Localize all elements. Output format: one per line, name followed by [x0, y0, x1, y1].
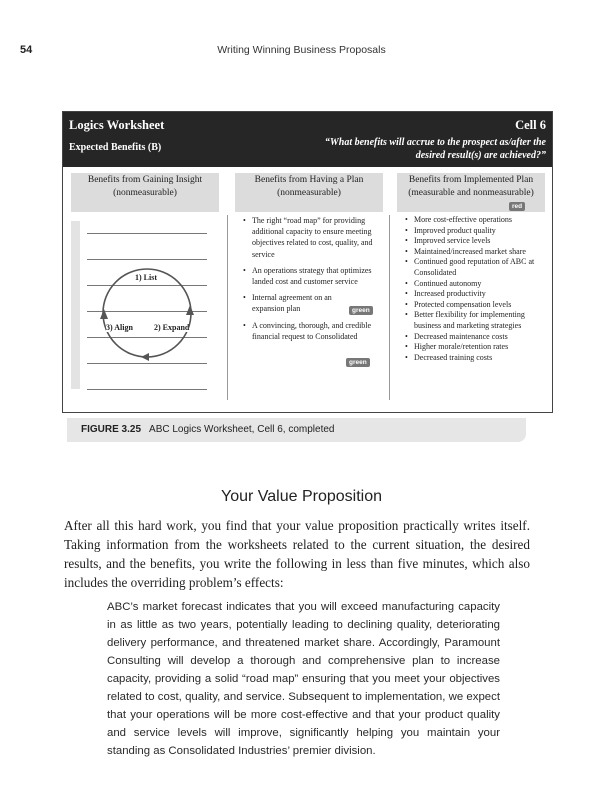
col-header-insight: Benefits from Gaining Insight (nonmeasurable) [71, 173, 219, 212]
worksheet-cell: Cell 6 [515, 118, 546, 132]
column-stripe [71, 221, 80, 389]
list-item: • A convincing, thorough, and credible financial request to Consolidated [243, 320, 383, 342]
insight-column [63, 215, 227, 400]
list-item: • Continued good reputation of ABC at Consolidated [405, 257, 547, 278]
figure-label: FIGURE 3.25 [81, 424, 142, 435]
cycle-arrow-icon [141, 353, 149, 361]
worksheet-header [63, 112, 552, 167]
green-tag: green [346, 358, 370, 367]
figure-caption-text: ABC Logics Worksheet, Cell 6, completed [149, 424, 335, 435]
worksheet-subtitle: Expected Benefits (B) [69, 142, 162, 153]
list-item: • Protected compensation levels [405, 300, 547, 311]
list-item: • Higher morale/retention rates [405, 342, 547, 353]
column-divider [227, 215, 228, 400]
implemented-column [405, 215, 547, 400]
list-item: • More cost-effective operations [405, 215, 547, 226]
body-paragraph: After all this hard work, you find that your value proposition practically writes itself. Taking information from the worksheets related to the current situation, the desired results, and the benefits, you write the following in less than five minutes, which also includes the overriding problem’s effects: [64, 518, 530, 590]
running-head: Writing Winning Business Proposals [217, 44, 386, 56]
list-item: • Decreased maintenance costs [405, 332, 547, 343]
cycle-arrow-icon [100, 309, 108, 319]
worksheet-question: “What benefits will accrue to the prospect as/after the desired result(s) are achieved?” [324, 137, 546, 161]
list-item: • Better flexibility for implementing business and marketing strategies [405, 310, 547, 331]
list-item: • Improved service levels [405, 236, 547, 247]
page-number: 54 [20, 44, 33, 56]
value-proposition-quote: ABC’s market forecast indicates that you will exceed manufacturing capacity in as little as two years, potentially leading to declining quality, deteriorating delivery performance, and threatened market share. Accordingly, Paramount Consulting will develop a thorough and comprehensive plan to increase capacity, providing a solid “road map” ensuring that you meet your objectives related to cost, quality, and service. Subsequent to implementation, we expect that your operations will be more cost-effective and that your product quality and service levels will improve, significantly helping you maintain your standing as Consolidated Industries’ premier division. [107, 601, 500, 757]
green-tag: green [349, 306, 373, 315]
list-item: • Internal agreement on an expansion plan [243, 292, 344, 314]
list-item: • Increased productivity [405, 289, 547, 300]
list-item: • Continued autonomy [405, 279, 547, 290]
col-header-plan: Benefits from Having a Plan (nonmeasurable) [235, 173, 383, 212]
list-item: • The right “road map” for providing additional capacity to ensure meeting objectives related to cost, quality, and service [243, 215, 383, 260]
cycle-label-align: 3) Align [106, 323, 133, 332]
figure-caption [67, 418, 526, 442]
list-item: • Maintained/increased market share [405, 247, 547, 258]
cycle-label-expand: 2) Expand [154, 323, 190, 332]
plan-bullet-list [243, 215, 383, 342]
cycle-arrow-icon [186, 305, 194, 315]
list-item: • Improved product quality [405, 226, 547, 237]
list-item: • Decreased training costs [405, 353, 547, 364]
ruled-line [87, 233, 207, 234]
red-tag: red [509, 202, 525, 211]
section-heading: Your Value Proposition [221, 488, 382, 505]
cycle-circle [103, 269, 191, 357]
implemented-bullet-list [405, 215, 547, 363]
logics-worksheet [62, 111, 553, 413]
ruled-line [87, 389, 207, 390]
col-header-implemented: Benefits from Implemented Plan (measurable and nonmeasurable) [397, 173, 545, 212]
cycle-label-list: 1) List [135, 273, 157, 282]
list-item: • An operations strategy that optimizes landed cost and customer service [243, 265, 383, 287]
worksheet-title: Logics Worksheet [69, 118, 165, 132]
column-divider [389, 215, 390, 400]
